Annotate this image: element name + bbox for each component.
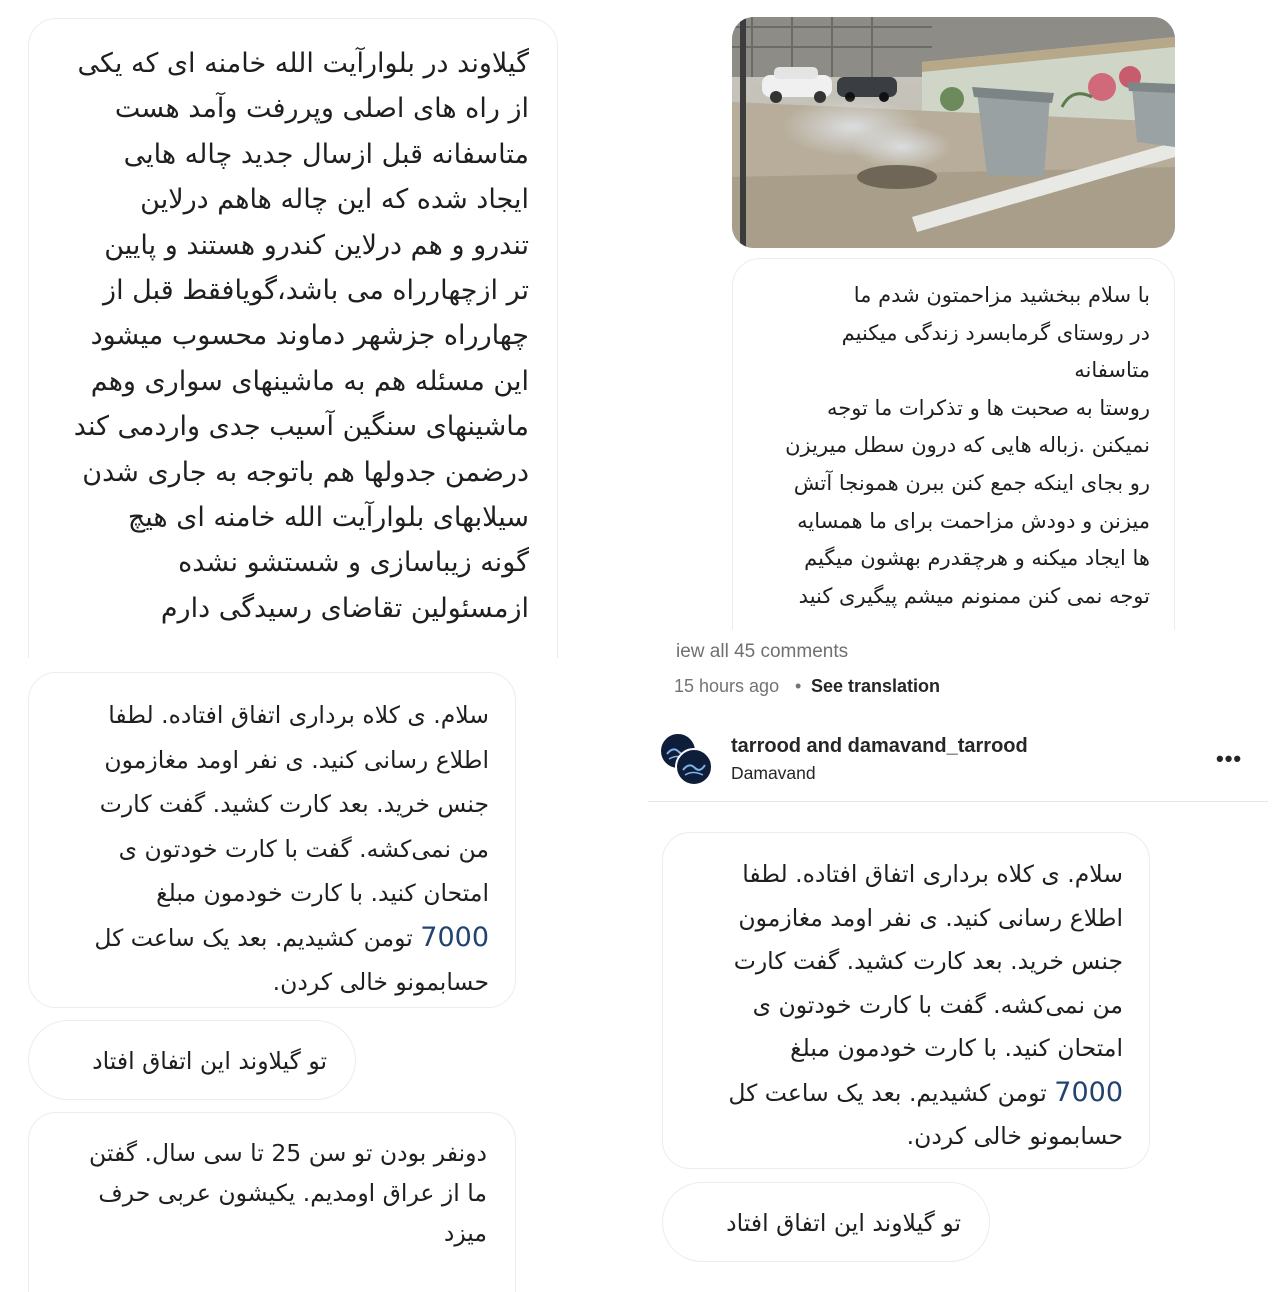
wave-logo-icon: [677, 750, 711, 784]
fraud-amount: 7000: [420, 921, 489, 953]
post-location[interactable]: Damavand: [731, 763, 816, 783]
comment-bubble-village: [732, 258, 1175, 630]
fraud-line: جنس خرید. بعد کارت کشید. گفت کارت: [99, 790, 489, 818]
comment-text-main: گیلاوند در بلوارآیت الله خامنه ای که یکی از راه های اصلی وپررفت وآمد هست متاسفانه قبل ازسال جدید چاله هایی ایجاد شده که این چاله هاهم درلاین تندرو و هم درلاین کندرو هستند و پایین تر ازچهارراه می باشد،گویافقط قبل از چهارراه جزشهر دماوند محسوب میشود این مسئله هم به ماشینهای سواری وهم ماشینهای سنگین آسیب جدی واردمی کند درضمن جدولها هم باتوجه به جاری شدن سیلابهای بلوارآیت الله خامنه ای هیچ گونه زیباسازی و شستشو نشده ازمسئولین تقاضای رسیدگی دارم: [73, 48, 529, 624]
fraud-line: سلام. ی کلاه برداری اتفاق افتاده. لطفا: [108, 701, 489, 729]
fraud-line: حسابمونو خالی کردن.: [906, 1122, 1123, 1150]
comment-text-village: با سلام ببخشید مزاحمتون شدم ما در روستای گرمابسرد زندگی میکنیم متاسفانه روستا به صحبت ها و تذکرات ما توجه نمیکنن .زباله هایی که درون سطل میریزن رو بجای اینکه جمع کنن ببرن همونجا آتش میزنن و دودش مزاحمت برای ما همسایه ها ایجاد میکنه و هرچقدرم بهشون میگیم توجه نمی کنن ممنونم میشم پیگیری کنید: [785, 283, 1150, 608]
fraud-line: تومن کشیدیم. بعد یک ساعت کل: [728, 1078, 1055, 1107]
more-options-icon[interactable]: •••: [1216, 746, 1243, 771]
post-timestamp: 15 hours ago: [674, 676, 780, 696]
fraud-line: امتحان کنید. با کارت خودمون مبلغ: [790, 1034, 1123, 1062]
fraud-line: جنس خرید. بعد کارت کشید. گفت کارت: [733, 947, 1123, 975]
fraud-amount: 7000: [1054, 1076, 1123, 1108]
meta-separator: •: [795, 676, 802, 696]
comment-bubble-location-right: [662, 1182, 990, 1262]
fraud-line: سلام. ی کلاه برداری اتفاق افتاده. لطفا: [742, 860, 1123, 888]
fraud-line: اطلاع رسانی کنید. ی نفر اومد مغازمون: [104, 745, 489, 774]
comment-text-suspects: دونفر بودن تو سن 25 تا سی سال. گفتن ما از عراق اومدیم. یکیشون عربی حرف میزد: [89, 1139, 487, 1247]
comment-text-fraud-right: [691, 853, 1123, 1159]
header-divider: [648, 801, 1268, 802]
comment-bubble-suspects: [28, 1112, 516, 1292]
comment-bubble-fraud-left: [28, 672, 516, 1008]
view-all-comments-link[interactable]: iew all 45 comments: [676, 641, 849, 662]
fraud-line: حسابمونو خالی کردن.: [272, 968, 489, 996]
comment-text-location-left: تو گیلاوند این اتفاق افتاد: [92, 1047, 327, 1075]
comment-text-fraud-left: [57, 693, 489, 1005]
trash-fire-photo[interactable]: [732, 17, 1175, 248]
fraud-line: من نمی‌کشه. گفت با کارت خودتون ی: [118, 834, 489, 863]
comment-bubble-main: [28, 18, 558, 658]
fraud-line: من نمی‌کشه. گفت با کارت خودتون ی: [752, 990, 1123, 1019]
trash-fire-image: [732, 17, 1175, 248]
comment-bubble-fraud-right: [662, 832, 1150, 1169]
see-translation-link[interactable]: See translation: [811, 676, 941, 696]
comment-bubble-location-left: [28, 1020, 356, 1100]
fraud-line: اطلاع رسانی کنید. ی نفر اومد مغازمون: [738, 903, 1123, 932]
avatar-damavand-tarrood[interactable]: [675, 748, 713, 786]
comment-text-location-right: تو گیلاوند این اتفاق افتاد: [726, 1209, 961, 1237]
post-author-names[interactable]: tarrood and damavand_tarrood: [731, 735, 1028, 757]
fraud-line: تومن کشیدیم. بعد یک ساعت کل: [94, 923, 421, 952]
fraud-line: امتحان کنید. با کارت خودمون مبلغ: [156, 879, 489, 907]
